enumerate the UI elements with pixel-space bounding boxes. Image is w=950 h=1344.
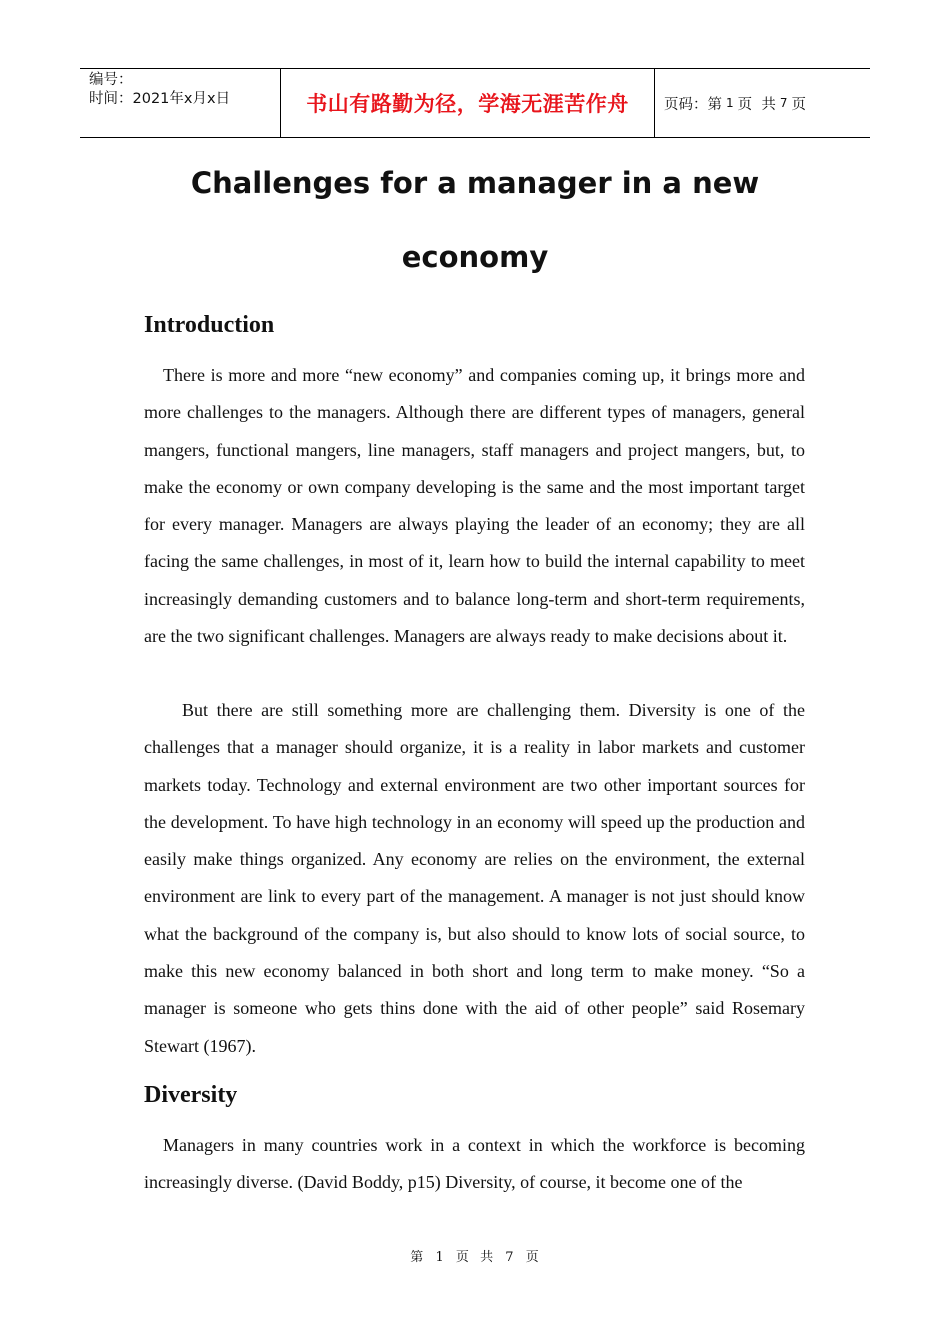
header-meta-cell [80,69,281,137]
header-page-total: 7 [779,96,788,110]
header-page-middle: 页 共 [737,96,776,113]
footer-prefix: 第 [410,1250,425,1265]
header-page-current: 1 [726,96,734,110]
footer-page-total: 7 [505,1250,515,1265]
footer-middle: 页 共 [455,1250,495,1265]
paragraph-introduction-1: There is more and more “new economy” and companies coming up, it brings more and more challenges to the managers. Although there are different types of managers, general mangers, functional mangers, line managers, staff managers and project mangers, but, to make the economy or own company developing is the same and the most important target for every manager. Managers are always playing the leader of an economy; they are all facing the same challenges, in most of it, learn how to build the internal capability to meet increasingly demanding customers and to balance long-term and short-term requirements, are the two significant challenges. Managers are always ready to make decisions about it. [144,365,805,647]
header-page-prefix: 页码：第 [664,96,722,113]
page-footer [0,1246,950,1265]
footer-suffix: 页 [525,1250,540,1265]
section-heading-introduction: Introduction [144,312,275,338]
page-header [80,68,870,138]
header-motto: 书山有路勤为径，学海无涯苦作舟 [281,69,655,137]
paragraph-diversity-1: Managers in many countries work in a context in which the workforce is becoming increasingly diverse. (David Boddy, p15) Diversity, of course, it become one of the [144,1135,805,1193]
header-page-suffix: 页 [791,96,806,113]
serial-number-label: 编号： [89,72,133,88]
date-label: 时间：2021年x月x日 [89,91,231,107]
document-title-line-1: Challenges for a manager in a new [190,166,760,200]
header-page-number [655,69,870,137]
footer-page-current: 1 [435,1250,445,1265]
paragraph-introduction-2: But there are still something more are challenging them. Diversity is one of the challenges that a manager should organize, it is a reality in labor markets and customer markets today. Technology and external environment are two other important sources for the development. To have high technology in an economy will speed up the production and easily make things organized. Any economy are relies on the environment, the external environment are link to every part of the management. A manager is not just should know what the background of the company is, but also should to know lots of social source, to make this new economy balanced in both short and long term to make money. “So a manager is someone who gets thins done with the aid of other people” said Rosemary Stewart (1967). [144,700,805,1056]
section-heading-diversity: Diversity [144,1082,238,1108]
document-title-line-2: economy [401,240,549,274]
